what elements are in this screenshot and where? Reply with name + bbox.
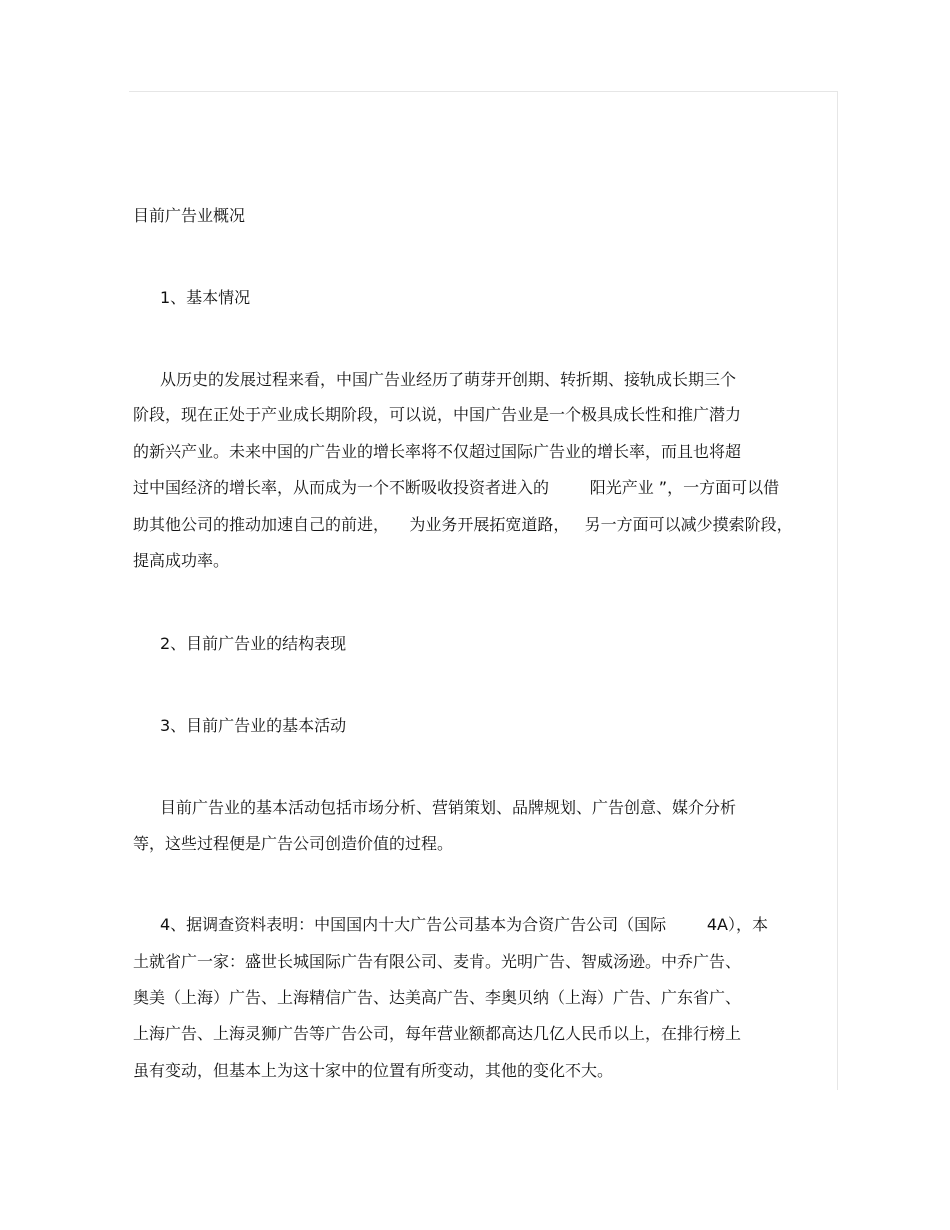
paragraph-4-line-3: 奥美（上海）广告、上海精信广告、达美高广告、李奥贝纳（上海）广告、广东省广、 [133,988,742,1007]
page-frame [129,91,838,1090]
paragraph-1-line-4: 过中国经济的增长率，从而成为一个不断吸收投资者进入的 阳光产业 ”，一方面可以借 [133,478,780,497]
paragraph-1-line-6: 提高成功率。 [133,551,230,570]
section-1-heading: 1、基本情况 [160,288,251,307]
section-2-heading: 2、目前广告业的结构表现 [160,634,347,653]
paragraph-1-line-3: 的新兴产业。未来中国的广告业的增长率将不仅超过国际广告业的增长率，而且也将超 [133,442,742,461]
paragraph-4-line-5: 虽有变动，但基本上为这十家中的位置有所变动，其他的变化不大。 [133,1061,614,1080]
paragraph-4-line-4: 上海广告、上海灵狮广告等广告公司，每年营业额都高达几亿人民币以上，在排行榜上 [133,1024,742,1043]
paragraph-1-line-1: 从历史的发展过程来看，中国广告业经历了萌芽开创期、转折期、接轨成长期三个 [160,370,737,389]
paragraph-3-line-2: 等，这些过程便是广告公司创造价值的过程。 [133,834,454,853]
section-3-heading: 3、目前广告业的基本活动 [160,716,347,735]
paragraph-1-line-2: 阶段，现在正处于产业成长期阶段，可以说，中国广告业是一个极具成长性和推广潜力 [133,405,742,424]
paragraph-4-line-2: 土就省广一家：盛世长城国际广告有限公司、麦肯。光明广告、智威汤逊。中乔广告、 [133,952,742,971]
paragraph-1-line-5: 助其他公司的推动加速自己的前进， 为业务开展拓宽道路， 另一方面可以减少摸索阶段， [133,515,793,534]
paragraph-4-line-1: 4、据调查资料表明：中国国内十大广告公司基本为合资广告公司（国际 4A），本 [160,915,768,934]
document-title: 目前广告业概况 [133,206,246,225]
paragraph-3-line-1: 目前广告业的基本活动包括市场分析、营销策划、品牌规划、广告创意、媒介分析 [160,798,737,817]
